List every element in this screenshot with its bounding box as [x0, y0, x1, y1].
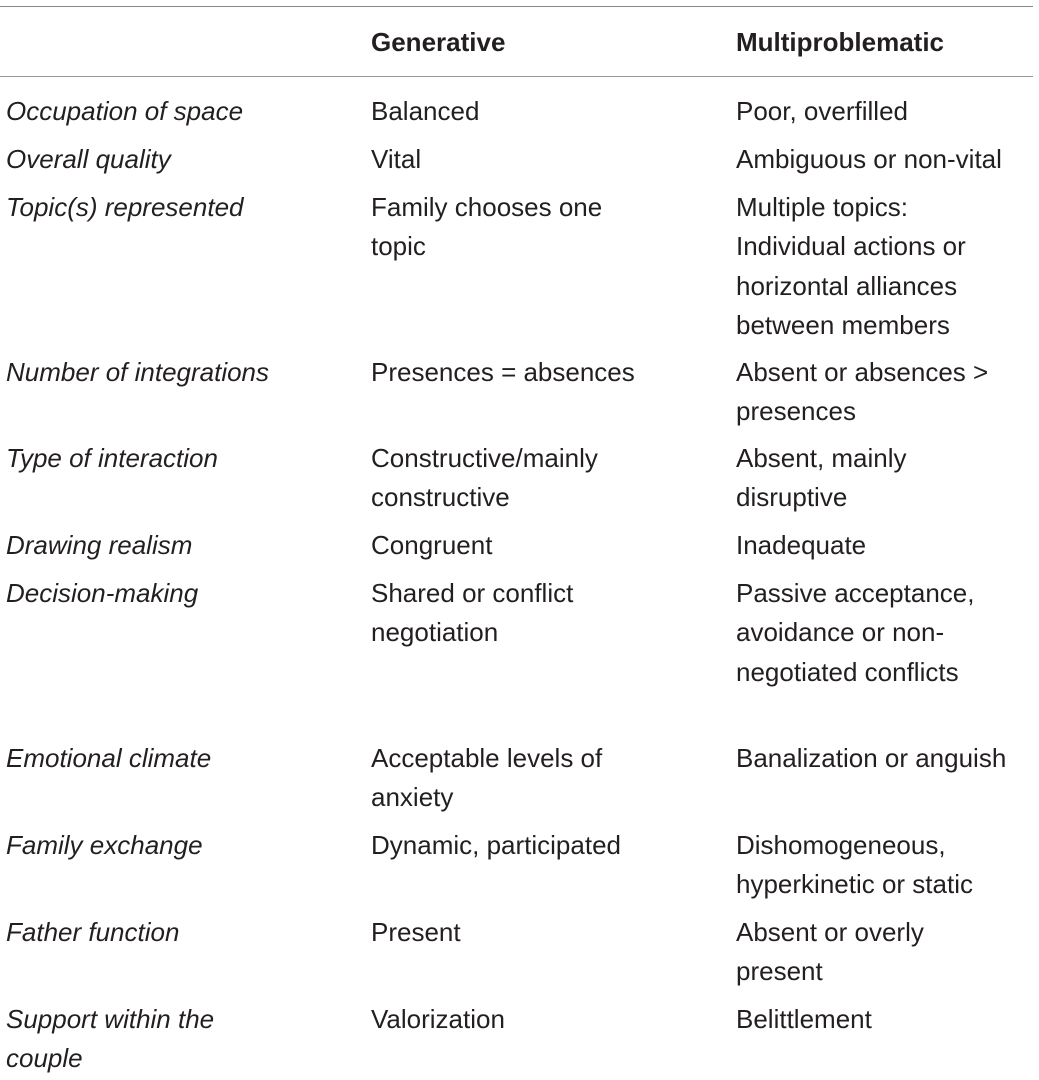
generative-cell: Presences = absences	[371, 357, 635, 387]
table-row	[0, 439, 1039, 526]
multiproblematic-cell: Passive acceptance, avoidance or non-negotiated conflicts	[736, 578, 975, 687]
criterion-cell: Family exchange	[6, 830, 203, 860]
generative-cell: Balanced	[371, 96, 480, 126]
table-row	[0, 188, 1039, 353]
generative-cell: Family chooses one topic	[371, 192, 603, 262]
multiproblematic-cell: Inadequate	[736, 530, 867, 560]
top-rule	[0, 6, 1033, 7]
table-row	[0, 92, 1039, 140]
multiproblematic-cell: Belittlement	[736, 1004, 872, 1034]
criterion-cell: Support within the couple	[6, 1004, 215, 1074]
criterion-cell: Overall quality	[6, 144, 171, 174]
criterion-cell: Drawing realism	[6, 530, 193, 560]
table-row	[0, 739, 1039, 826]
generative-cell: Vital	[371, 144, 422, 174]
multiproblematic-cell: Multiple topics: Individual actions or horizontal alliances between members	[736, 192, 966, 340]
header-rule	[0, 76, 1033, 77]
generative-cell: Constructive/mainly constructive	[371, 443, 598, 513]
criterion-cell: Father function	[6, 917, 180, 947]
multiproblematic-cell: Absent or absences > presences	[736, 357, 989, 427]
header-multiproblematic: Multiproblematic	[736, 27, 945, 57]
multiproblematic-cell: Absent, mainly disruptive	[736, 443, 907, 513]
generative-cell: Valorization	[371, 1004, 505, 1034]
multiproblematic-cell: Absent or overly present	[736, 917, 924, 987]
generative-cell: Congruent	[371, 530, 493, 560]
criterion-cell: Emotional climate	[6, 743, 212, 773]
table-row	[0, 353, 1039, 439]
criterion-cell: Decision-making	[6, 578, 199, 608]
generative-cell: Dynamic, participated	[371, 830, 621, 860]
criterion-cell: Occupation of space	[6, 96, 244, 126]
table-row	[0, 913, 1039, 1000]
criterion-cell: Topic(s) represented	[6, 192, 244, 222]
generative-cell: Acceptable levels of anxiety	[371, 743, 603, 813]
table-body	[0, 92, 1039, 1080]
header-generative: Generative	[371, 27, 506, 57]
table-row	[0, 526, 1039, 574]
multiproblematic-cell: Banalization or anguish	[736, 743, 1007, 773]
generative-cell: Shared or conflict negotiation	[371, 578, 574, 648]
multiproblematic-cell: Ambiguous or non-vital	[736, 144, 1002, 174]
table-row	[0, 140, 1039, 188]
table-header-row	[0, 24, 1039, 64]
multiproblematic-cell: Poor, overfilled	[736, 96, 908, 126]
generative-cell: Present	[371, 917, 461, 947]
table-row	[0, 826, 1039, 913]
multiproblematic-cell: Dishomogeneous, hyperkinetic or static	[736, 830, 973, 900]
criterion-cell: Number of integrations	[6, 357, 270, 387]
table-row	[0, 1000, 1039, 1080]
criterion-cell: Type of interaction	[6, 443, 218, 473]
table-row	[0, 574, 1039, 739]
